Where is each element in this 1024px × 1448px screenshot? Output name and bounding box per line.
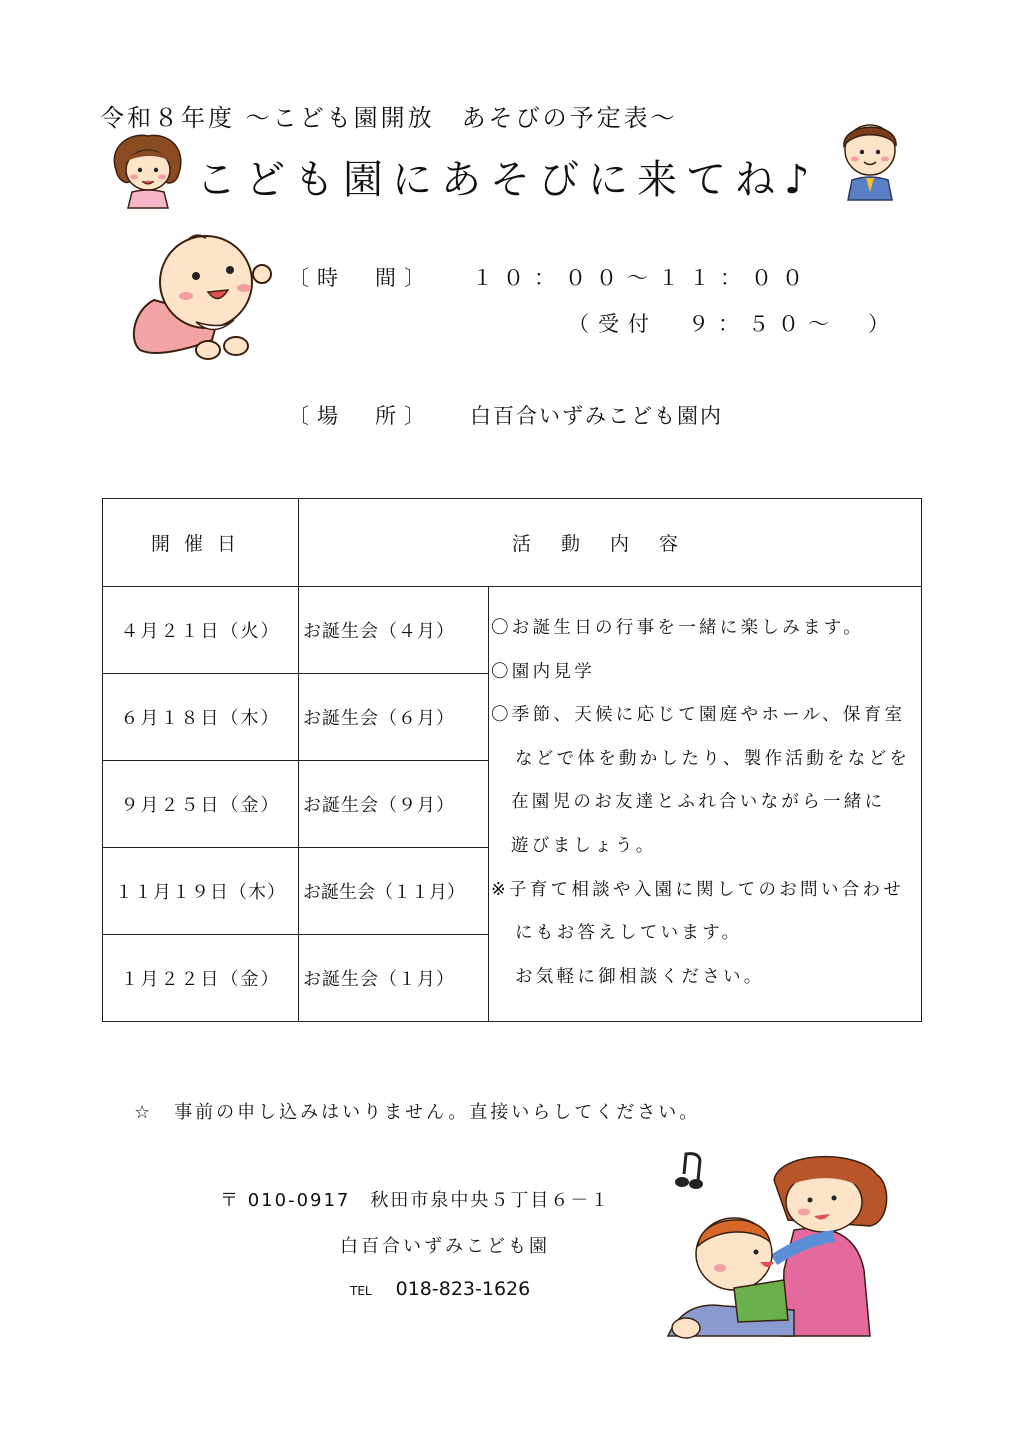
description-line: 〇お誕生日の行事を一緒に楽しみます。 [491,618,864,638]
place-value: 白百合いずみこども園内 [470,404,723,428]
phone [350,1278,530,1300]
time-label: 〔時 間〕 [288,266,433,290]
description-line: 〇季節、天候に応じて園庭やホール、保育室 [491,705,906,726]
time-value: １０：００〜１１：００ [472,266,813,290]
row-date: １月２２日（金） [103,935,299,1022]
description-line: などで体を動かしたり、製作活動をなどを [515,748,911,769]
description-line: ※子育て相談や入園に関してのお問い合わせ [491,879,905,900]
description-line: にもお答えしています。 [515,923,743,944]
row-event: お誕生会（６月） [299,674,489,761]
place-label: 〔場 所〕 [288,404,433,428]
row-date: ９月２５日（金） [103,761,299,848]
mother-child-illustration [664,1150,900,1346]
schedule-table [102,498,922,1022]
reception-time: （受付 ９：５０〜 ） [568,312,898,336]
address: 〒 010-0917 秋田市泉中央５丁目６－１ [220,1190,611,1211]
description-line: 〇園内見学 [491,661,595,682]
table-header-row [103,499,922,587]
row-event: お誕生会（１月） [299,935,489,1022]
description-line: 遊びましょう。 [511,835,657,856]
description-line: 在園児のお友達とふれ合いながら一緒に [511,792,886,813]
man-illustration [834,116,908,200]
school-name: 白百合いずみこども園 [340,1236,550,1257]
header-date: 開催日 [103,499,299,587]
activity-description [489,587,922,1022]
header-activity: 活動内容 [299,499,922,587]
page-subtitle: 令和８年度 〜こども園開放 あそびの予定表〜 [100,104,678,132]
page-title: こども園にあそびに来てね♪ [196,157,819,203]
description-line: お気軽に御相談ください。 [515,966,765,987]
notice-text: ☆ 事前の申し込みはいりません。直接いらしてください。 [134,1102,701,1123]
row-event: お誕生会（４月） [299,587,489,674]
table-row [103,587,922,674]
phone-number: 018-823-1626 [395,1278,531,1300]
row-event: お誕生会（１１月） [299,848,489,935]
woman-illustration [104,132,190,208]
row-date: ４月２１日（火） [103,587,299,674]
phone-label: TEL [350,1284,372,1298]
baby-illustration [126,230,280,366]
row-date: ６月１８日（木） [103,674,299,761]
row-date: １１月１９日（木） [103,848,299,935]
row-event: お誕生会（９月） [299,761,489,848]
